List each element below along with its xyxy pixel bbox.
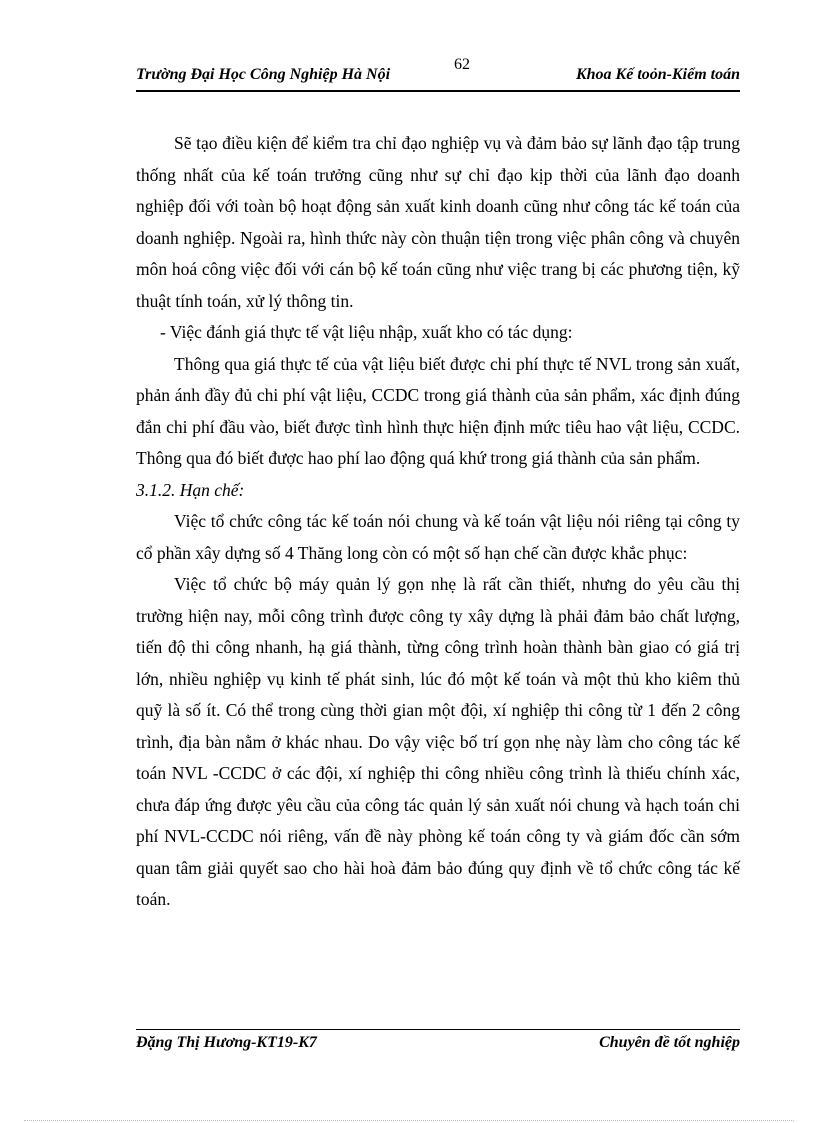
page-body: [136, 128, 740, 916]
section-subheading: 3.1.2. Hạn chế:: [136, 479, 245, 500]
paragraph-3: Thông qua giá thực tế của vật liệu biết được chi phí thực tế NVL trong sản xuất, phản ánh đầy đủ chi phí vật liệu, CCDC trong giá thành của sản phẩm, xác định đúng đắn chi phí đầu vào, biết được tình hình thực hiện định mức tiêu hao vật liệu, CCDC. Thông qua đó biết được hao phí lao động quá khứ trong giá thành của sản phẩm.: [136, 353, 740, 468]
footer-author: Đặng Thị Hương-KT19-K7: [136, 1034, 317, 1051]
header-school: Trường Đại Học Công Nghiệp Hà Nội: [136, 66, 391, 83]
paragraph-2: - Việc đánh giá thực tế vật liệu nhập, xuất kho có tác dụng:: [160, 322, 573, 342]
header-department: Khoa Kế toỏn-Kiểm toán: [575, 66, 740, 83]
footer-title: Chuyên đề tốt nghiệp: [599, 1034, 740, 1051]
page-header: [136, 58, 740, 92]
page-footer: [136, 1029, 740, 1060]
paragraph-1: Sẽ tạo điều kiện để kiểm tra chỉ đạo nghiệp vụ và đảm bảo sự lãnh đạo tập trung thống nhất của kế toán trưởng cũng như sự chỉ đạo kịp thời của lãnh đạo doanh nghiệp đối với toàn bộ hoạt động sản xuất kinh doanh cũng như công tác kế toán của doanh nghiệp. Ngoài ra, hình thức này còn thuận tiện trong việc phân công và chuyên môn hoá công việc đối với cán bộ kế toán cũng như việc trang bị các phương tiện, kỹ thuật tính toán, xử lý thông tin.: [136, 133, 740, 311]
page-number: 62: [454, 56, 470, 73]
page-edge-divider: [24, 1120, 794, 1121]
paragraph-5: Việc tổ chức bộ máy quản lý gọn nhẹ là rất cần thiết, nhưng do yêu cầu thị trường hiện nay, mỗi công trình được công ty xây dựng là phải đảm bảo chất lượng, tiến độ thi công nhanh, hạ giá thành, từng công trình hoàn thành bàn giao có giá trị lớn, nhiều nghiệp vụ kinh tế phát sinh, lúc đó một kế toán và một thủ kho kiêm thủ quỹ là số ít. Có thể trong cùng thời gian một đội, xí nghiệp thi công từ 1 đến 2 công trình, địa bàn nằm ở khác nhau. Do vậy việc bố trí gọn nhẹ này làm cho công tác kế toán NVL -CCDC ở các đội, xí nghiệp thi công nhiều công trình là thiếu chính xác, chưa đáp ứng được yêu cầu của công tác quản lý sản xuất nói chung và hạch toán chi phí NVL-CCDC nói riêng, vấn đề này phòng kế toán công ty và giám đốc cần sớm quan tâm giải quyết sao cho hài hoà đảm bảo đúng quy định về tổ chức công tác kế toán.: [136, 574, 740, 909]
paragraph-4: Việc tổ chức công tác kế toán nói chung và kế toán vật liệu nói riêng tại công ty cổ phần xây dựng số 4 Thăng long còn có một số hạn chế cần được khắc phục:: [136, 511, 740, 563]
